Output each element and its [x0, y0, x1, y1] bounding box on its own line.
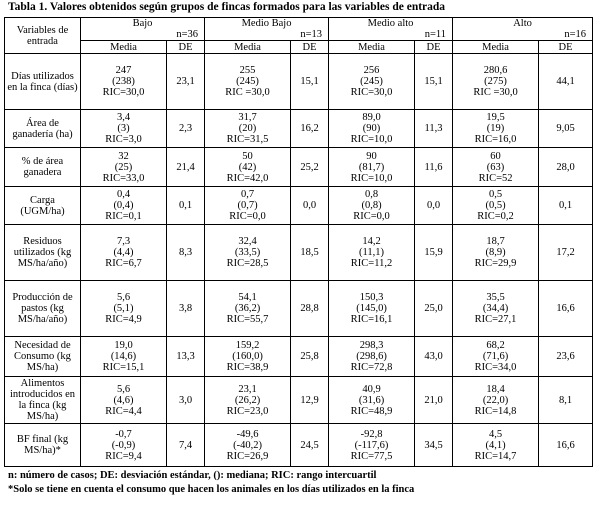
media-cell [81, 337, 167, 377]
ric-value: RIC =30,0 [225, 87, 270, 98]
mediana-value: (42) [238, 161, 257, 173]
de-value: 24,5 [291, 424, 329, 467]
de-value: 34,5 [415, 424, 453, 467]
mediana-value: (36,2) [234, 303, 261, 314]
media-cell [81, 424, 167, 467]
media-cell [205, 225, 291, 281]
media-cell [453, 54, 539, 110]
media-value: -92,8 [360, 428, 383, 440]
footnote-legend: n: número de casos; DE: desviación estándar, (): mediana; RIC: rango intercuartil [8, 470, 377, 481]
de-value: 18,5 [291, 225, 329, 281]
table-body [5, 54, 593, 467]
media-cell [329, 54, 415, 110]
media-cell [205, 377, 291, 424]
table-title: Tabla 1. Valores obtenidos según grupos de fincas formados para las variables de entrada [8, 1, 446, 13]
mediana-value: (0,8) [361, 200, 382, 211]
media-value: 18,7 [486, 236, 505, 247]
media-value: 150,3 [359, 292, 384, 303]
media-value: 247 [115, 65, 132, 76]
media-value: 54,1 [238, 292, 257, 303]
mediana-value: (-40,2) [233, 439, 262, 451]
de-value: 43,0 [415, 337, 453, 377]
media-value: 32 [118, 150, 129, 162]
media-cell [205, 54, 291, 110]
mediana-value: (4,6) [113, 394, 134, 406]
media-cell [453, 148, 539, 187]
mediana-value: (25) [114, 161, 133, 173]
group-header-row [5, 18, 593, 41]
mediana-value: (26,2) [234, 394, 261, 406]
media-cell [81, 54, 167, 110]
de-value: 25,0 [415, 281, 453, 337]
media-cell [329, 225, 415, 281]
media-cell [329, 187, 415, 225]
de-value: 9,05 [539, 110, 593, 148]
media-value: 35,5 [486, 292, 505, 303]
media-value: 298,3 [359, 340, 384, 351]
mediana-value: (8,9) [485, 247, 506, 258]
media-value: 14,2 [362, 236, 381, 247]
table-row [5, 377, 593, 424]
ric-value: RIC=48,9 [350, 405, 393, 417]
variable-label: BF final (kg MS/ha)* [5, 424, 81, 467]
mediana-value: (-0,9) [111, 439, 136, 451]
media-value: 0,8 [364, 189, 379, 200]
media-value: 40,9 [362, 383, 381, 395]
mediana-value: (245) [360, 76, 383, 87]
variable-label: Producción de pastos (kg MS/ha/año) [5, 281, 81, 337]
mediana-value: (238) [112, 76, 135, 87]
media-cell [205, 281, 291, 337]
ric-value: RIC =30,0 [473, 87, 518, 98]
media-value: 31,7 [238, 112, 257, 123]
ric-value: RIC=77,5 [350, 450, 393, 462]
table-row [5, 337, 593, 377]
de-value: 17,2 [539, 225, 593, 281]
ric-value: RIC=34,0 [474, 362, 517, 373]
de-header: DE [291, 41, 329, 54]
variable-label: Residuos utilizados (kg MS/ha/año) [5, 225, 81, 281]
media-cell [453, 225, 539, 281]
mediana-value: (81,7) [358, 161, 385, 173]
mediana-value: (90) [362, 123, 381, 134]
table-row [5, 110, 593, 148]
media-value: 5,6 [116, 292, 131, 303]
media-cell [329, 377, 415, 424]
media-cell [453, 187, 539, 225]
mediana-value: (31,6) [358, 394, 385, 406]
media-cell [329, 424, 415, 467]
mediana-value: (11,1) [359, 247, 384, 258]
media-cell [81, 377, 167, 424]
de-value: 16,6 [539, 281, 593, 337]
ric-value: RIC=14,8 [474, 405, 517, 417]
de-value: 21,0 [415, 377, 453, 424]
media-cell [453, 424, 539, 467]
media-cell [329, 148, 415, 187]
mediana-value: (22,0) [482, 394, 509, 406]
de-value: 25,2 [291, 148, 329, 187]
table-row [5, 54, 593, 110]
media-cell [81, 187, 167, 225]
ric-value: RIC=30,0 [350, 87, 393, 98]
ric-value: RIC=9,4 [105, 450, 142, 462]
variable-label: % de área ganadera [5, 148, 81, 187]
table-row [5, 148, 593, 187]
mediana-value: (4,4) [113, 247, 134, 258]
de-value: 3,8 [167, 281, 205, 337]
ric-value: RIC=0,0 [353, 211, 390, 222]
mediana-value: (63) [486, 161, 505, 173]
media-value: 280,6 [483, 65, 508, 76]
media-cell [205, 337, 291, 377]
de-value: 15,9 [415, 225, 453, 281]
group-header [81, 18, 205, 41]
media-value: 0,7 [240, 189, 255, 200]
mediana-value: (145,0) [356, 303, 387, 314]
mediana-value: (3) [117, 123, 130, 134]
ric-value: RIC=10,0 [350, 134, 393, 145]
mediana-value: (275) [484, 76, 507, 87]
de-value: 7,4 [167, 424, 205, 467]
ric-value: RIC=31,5 [226, 134, 269, 145]
group-header [453, 18, 593, 41]
group-name: Alto [513, 18, 532, 29]
mediana-value: (0,4) [113, 200, 134, 211]
media-header: Media [453, 41, 539, 54]
de-value: 16,2 [291, 110, 329, 148]
media-value: 0,5 [488, 189, 503, 200]
de-value: 0,1 [539, 187, 593, 225]
media-value: 32,4 [238, 236, 257, 247]
ric-value: RIC=3,0 [105, 134, 142, 145]
media-value: 4,5 [488, 428, 503, 440]
ric-value: RIC=0,0 [229, 211, 266, 222]
media-cell [329, 110, 415, 148]
media-cell [81, 281, 167, 337]
media-value: 89,0 [362, 112, 381, 123]
results-table [4, 17, 593, 467]
de-value: 11,3 [415, 110, 453, 148]
mediana-value: (0,5) [485, 200, 506, 211]
media-cell [205, 187, 291, 225]
media-header: Media [329, 41, 415, 54]
de-value: 13,3 [167, 337, 205, 377]
mediana-value: (4,1) [485, 439, 506, 451]
de-value: 0,0 [291, 187, 329, 225]
de-header: DE [415, 41, 453, 54]
de-value: 23,6 [539, 337, 593, 377]
group-n: n=16 [564, 29, 587, 40]
table-row [5, 424, 593, 467]
media-cell [81, 110, 167, 148]
ric-value: RIC=33,0 [102, 172, 145, 184]
media-cell [329, 337, 415, 377]
group-header [329, 18, 453, 41]
media-value: 256 [363, 65, 380, 76]
ric-value: RIC=29,9 [474, 258, 517, 269]
variable-label: Área de ganadería (ha) [5, 110, 81, 148]
media-cell [81, 148, 167, 187]
media-value: 68,2 [486, 340, 505, 351]
media-cell [81, 225, 167, 281]
ric-value: RIC=14,7 [474, 450, 517, 462]
de-value: 28,8 [291, 281, 329, 337]
de-value: 21,4 [167, 148, 205, 187]
media-value: 60 [490, 150, 501, 162]
de-value: 11,6 [415, 148, 453, 187]
group-n: n=13 [300, 29, 323, 40]
media-value: 19,5 [486, 112, 505, 123]
media-cell [205, 110, 291, 148]
mediana-value: (19) [486, 123, 505, 134]
ric-value: RIC=0,1 [105, 211, 142, 222]
ric-value: RIC=0,2 [477, 211, 514, 222]
de-value: 3,0 [167, 377, 205, 424]
de-value: 8,1 [539, 377, 593, 424]
media-value: 159,2 [235, 340, 260, 351]
media-value: 50 [242, 150, 253, 162]
media-value: -0,7 [115, 428, 132, 440]
mediana-value: (0,7) [237, 200, 258, 211]
media-value: 19,0 [114, 340, 133, 351]
mediana-value: (71,6) [482, 351, 509, 362]
media-header: Media [81, 41, 167, 54]
media-cell [453, 281, 539, 337]
media-value: 90 [366, 150, 377, 162]
table-row [5, 187, 593, 225]
mediana-value: (160,0) [232, 351, 263, 362]
media-value: 3,4 [116, 112, 131, 123]
ric-value: RIC=15,1 [102, 362, 145, 373]
ric-value: RIC=30,0 [102, 87, 145, 98]
mediana-value: (-117,6) [354, 439, 389, 451]
variable-label: Carga (UGM/ha) [5, 187, 81, 225]
table-row [5, 281, 593, 337]
media-cell [205, 424, 291, 467]
sub-header-row [5, 41, 593, 54]
mediana-value: (33,5) [234, 247, 261, 258]
de-value: 2,3 [167, 110, 205, 148]
media-header: Media [205, 41, 291, 54]
de-value: 28,0 [539, 148, 593, 187]
mediana-value: (5,1) [113, 303, 134, 314]
ric-value: RIC=6,7 [105, 258, 142, 269]
media-value: 23,1 [238, 383, 257, 395]
media-cell [453, 110, 539, 148]
de-value: 8,3 [167, 225, 205, 281]
ric-value: RIC=4,4 [105, 405, 142, 417]
variable-label: Días utilizados en la finca (días) [5, 54, 81, 110]
group-header [205, 18, 329, 41]
de-value: 25,8 [291, 337, 329, 377]
media-value: -49,6 [236, 428, 259, 440]
media-cell [329, 281, 415, 337]
ric-value: RIC=16,1 [350, 314, 393, 325]
ric-value: RIC=10,0 [350, 172, 393, 184]
de-value: 23,1 [167, 54, 205, 110]
group-name: Medio alto [367, 18, 414, 29]
ric-value: RIC=55,7 [226, 314, 269, 325]
media-value: 5,6 [116, 383, 131, 395]
ric-value: RIC=4,9 [105, 314, 142, 325]
group-name: Medio Bajo [241, 18, 292, 29]
group-n: n=36 [176, 29, 199, 40]
de-value: 44,1 [539, 54, 593, 110]
media-value: 7,3 [116, 236, 131, 247]
media-value: 0,4 [116, 189, 131, 200]
group-name: Bajo [132, 18, 153, 29]
de-value: 15,1 [291, 54, 329, 110]
ric-value: RIC=72,8 [350, 362, 393, 373]
media-cell [453, 377, 539, 424]
de-header: DE [539, 41, 593, 54]
de-value: 0,0 [415, 187, 453, 225]
ric-value: RIC=26,9 [226, 450, 269, 462]
group-n: n=11 [424, 29, 447, 40]
ric-value: RIC=42,0 [226, 172, 269, 184]
ric-value: RIC=28,5 [226, 258, 269, 269]
de-value: 15,1 [415, 54, 453, 110]
de-value: 16,6 [539, 424, 593, 467]
mediana-value: (245) [236, 76, 259, 87]
variable-label: Alimentos introducidos en la finca (kg MS/ha) [5, 377, 81, 424]
mediana-value: (298,6) [356, 351, 387, 362]
corner-header: Variables de entrada [5, 18, 81, 54]
ric-value: RIC=52 [478, 172, 513, 184]
ric-value: RIC=16,0 [474, 134, 517, 145]
ric-value: RIC=38,9 [226, 362, 269, 373]
de-header: DE [167, 41, 205, 54]
mediana-value: (20) [238, 123, 257, 134]
media-value: 18,4 [486, 383, 505, 395]
de-value: 0,1 [167, 187, 205, 225]
footnote-asterisk: *Solo se tiene en cuenta el consumo que hacen los animales en los días utilizados en la finca [8, 484, 415, 495]
ric-value: RIC=23,0 [226, 405, 269, 417]
ric-value: RIC=27,1 [474, 314, 517, 325]
de-value: 12,9 [291, 377, 329, 424]
media-cell [453, 337, 539, 377]
media-cell [205, 148, 291, 187]
mediana-value: (34,4) [482, 303, 509, 314]
media-value: 255 [239, 65, 256, 76]
mediana-value: (14,6) [110, 351, 137, 362]
ric-value: RIC=11,2 [350, 258, 393, 269]
table-row [5, 225, 593, 281]
variable-label: Necesidad de Consumo (kg MS/ha) [5, 337, 81, 377]
